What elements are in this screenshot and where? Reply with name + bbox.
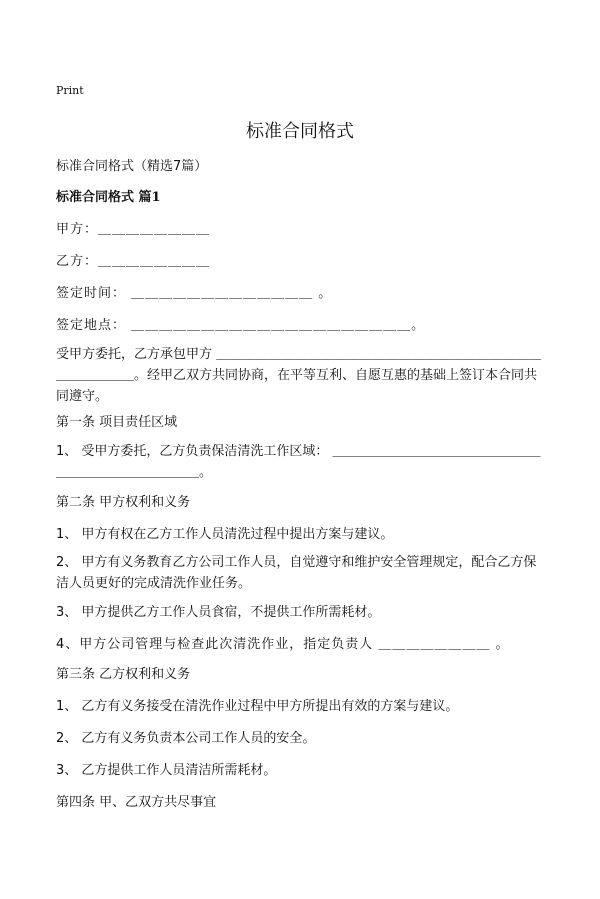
article-2-item-2: 2、 甲方有义务教育乙方公司工作人员，自觉遵守和维护安全管理规定，配合乙方保洁人员更好的完成清洗作业任务。 — [56, 555, 537, 591]
article-1-item-1: 1、 受甲方委托，乙方负责保洁清洗工作区域： ＿＿＿＿＿＿＿＿＿＿＿＿＿＿＿＿＿＿＿＿＿＿＿＿＿＿＿。 — [56, 444, 541, 480]
party-a-line: 甲方：＿＿＿＿＿＿＿＿ — [56, 222, 211, 237]
intro-paragraph: 受甲方委托，乙方承包甲方 ＿＿＿＿＿＿＿＿＿＿＿＿＿＿＿＿＿＿＿＿＿＿＿＿＿＿＿＿＿＿＿。经甲乙双方共同协商，在平等互利、自愿互惠的基础上签订本合同共同遵守。 — [56, 347, 542, 404]
article-2-title: 第二条 甲方权利和义务 — [56, 495, 191, 510]
party-b-line: 乙方：＿＿＿＿＿＿＿＿ — [56, 254, 211, 269]
article-3-item-1: 1、 乙方有义务接受在清洗作业过程中甲方所提出有效的方案与建议。 — [56, 699, 459, 714]
article-2-item-4: 4、甲方公司管理与检查此次清洗作业，指定负责人 ＿＿＿＿＿＿＿＿ 。 — [56, 637, 510, 652]
article-2-item-1: 1、 甲方有权在乙方工作人员清洗过程中提出方案与建议。 — [56, 527, 394, 542]
print-label: Print — [56, 84, 84, 97]
article-1-title: 第一条 项目责任区域 — [56, 415, 178, 430]
sign-time-line: 签定时间： ＿＿＿＿＿＿＿＿＿＿＿＿＿ 。 — [56, 286, 333, 301]
document-subtitle: 标准合同格式（精选7篇） — [56, 159, 208, 174]
article-2-item-3: 3、 甲方提供乙方工作人员食宿，不提供工作所需耗材。 — [56, 605, 381, 620]
article-3-item-3: 3、 乙方提供工作人员清洁所需耗材。 — [56, 763, 277, 778]
document-title: 标准合同格式 — [246, 121, 354, 142]
article-3-item-2: 2、 乙方有义务负责本公司工作人员的安全。 — [56, 731, 316, 746]
part-heading: 标准合同格式 篇1 — [56, 190, 161, 205]
article-4-title: 第四条 甲、乙双方共尽事宜 — [56, 795, 217, 810]
sign-place-line: 签定地点： ＿＿＿＿＿＿＿＿＿＿＿＿＿＿＿＿＿＿＿＿。 — [56, 318, 426, 333]
article-3-title: 第三条 乙方权利和义务 — [56, 667, 191, 682]
